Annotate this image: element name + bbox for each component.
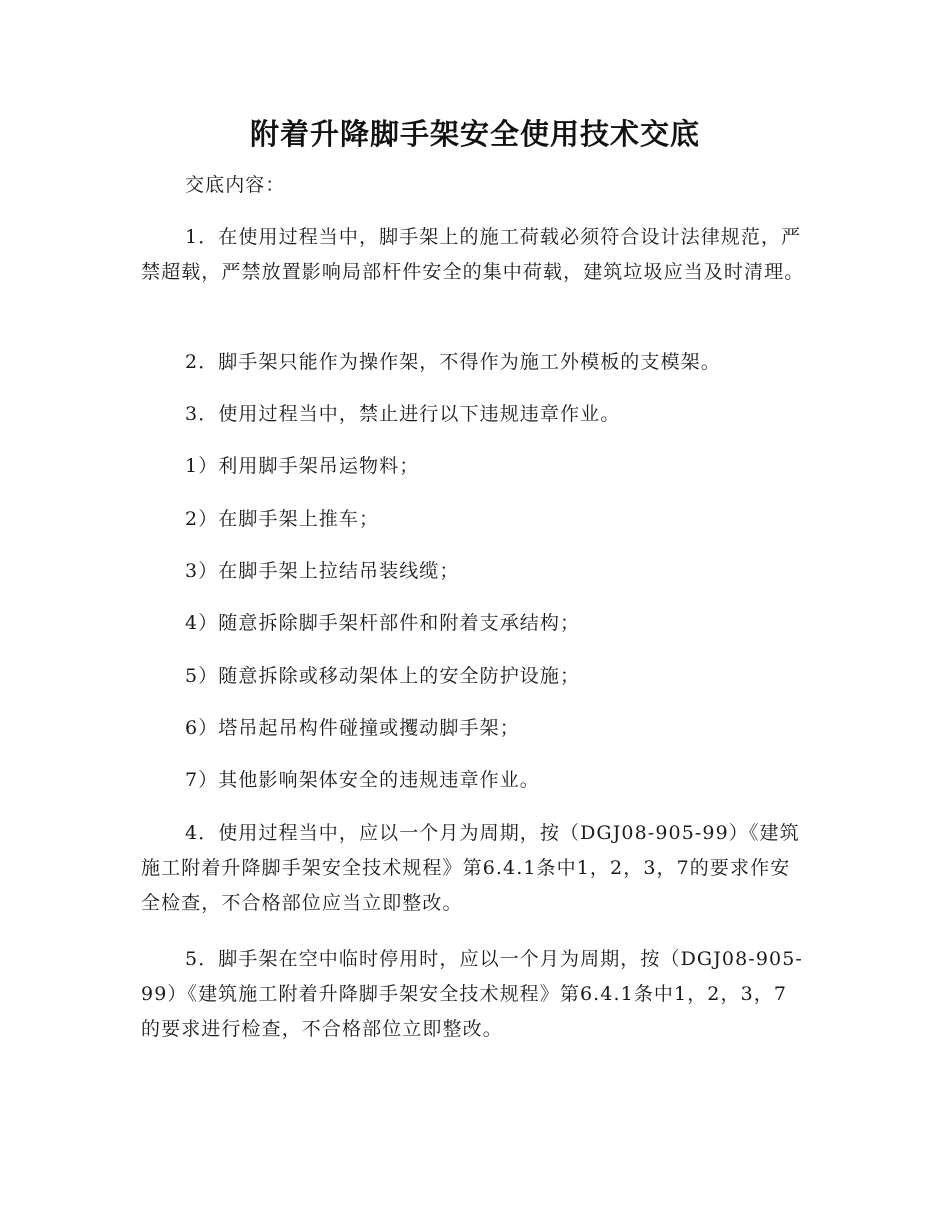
paragraph-4: 4．使用过程当中，应以一个月为周期，按（DGJ08-905-99）《建筑施工附着升降脚手架安全技术规程》第6.4.1条中1，2，3，7的要求作安全检查，不合格部位应当立即整改。 (141, 822, 800, 914)
list-item-4: 4）随意拆除脚手架杆部件和附着支承结构； (185, 612, 581, 634)
paragraph-3: 3．使用过程当中，禁止进行以下违规违章作业。 (185, 403, 621, 425)
list-item-1: 1）利用脚手架吊运物料； (185, 455, 420, 477)
intro-label: 交底内容： (185, 174, 286, 196)
paragraph-2: 2．脚手架只能作为操作架，不得作为施工外模板的支模架。 (185, 351, 721, 373)
list-item-3: 3）在脚手架上拉结吊装线缆； (185, 560, 460, 582)
list-item-7: 7）其他影响架体安全的违规违章作业。 (185, 769, 540, 791)
list-item-2: 2）在脚手架上推车； (185, 508, 380, 530)
paragraph-1: 1．在使用过程当中，脚手架上的施工荷载必须符合设计法律规范，严禁超载，严禁放置影响局部杆件安全的集中荷载，建筑垃圾应当及时清理。 (141, 226, 805, 283)
paragraph-5: 5．脚手架在空中临时停用时，应以一个月为周期，按（DGJ08-905-99）《建筑施工附着升降脚手架安全技术规程》第6.4.1条中1，2，3，7的要求进行检查，不合格部位立即整改。 (141, 948, 803, 1040)
list-item-6: 6）塔吊起吊构件碰撞或攫动脚手架； (185, 717, 520, 739)
list-item-5: 5）随意拆除或移动架体上的安全防护设施； (185, 665, 581, 687)
document-title: 附着升降脚手架安全使用技术交底 (249, 117, 700, 151)
